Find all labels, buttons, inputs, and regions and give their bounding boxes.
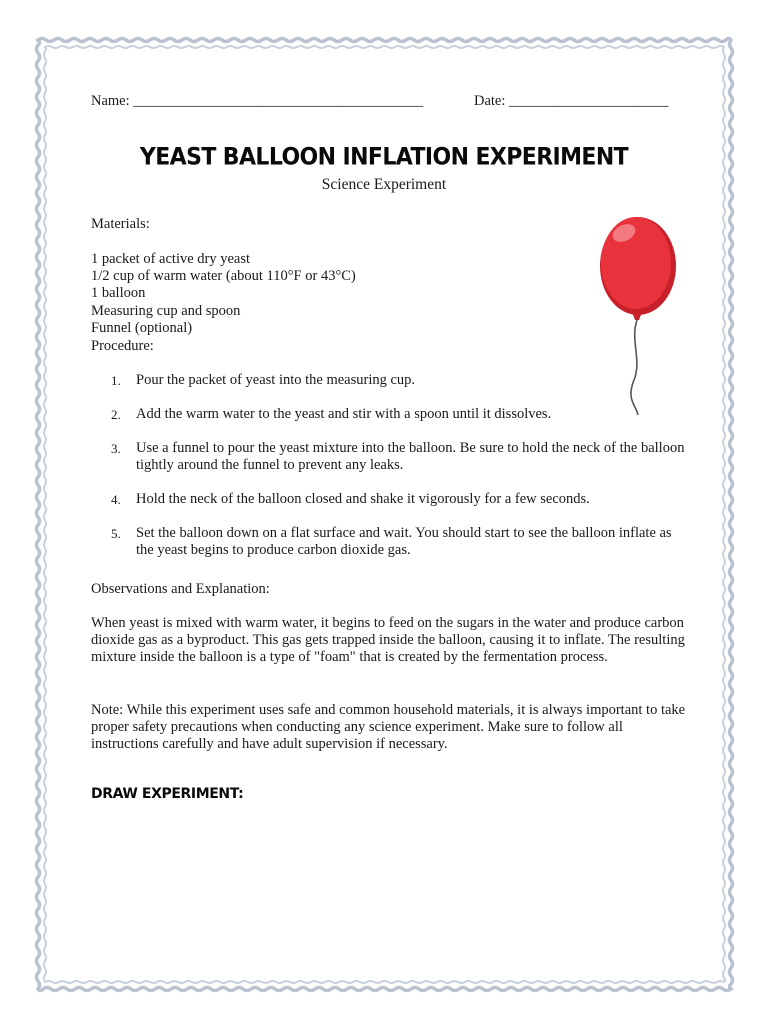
procedure-step bbox=[91, 440, 691, 474]
observations-heading: Observations and Explanation: bbox=[91, 581, 270, 597]
name-field: Name: ________________________________________ bbox=[91, 93, 424, 109]
balloon-body bbox=[601, 217, 671, 309]
page-title: YEAST BALLOON INFLATION EXPERIMENT bbox=[139, 144, 629, 171]
materials-list bbox=[91, 251, 356, 337]
step-text: Hold the neck of the balloon closed and shake it vigorously for a few seconds. bbox=[136, 490, 590, 507]
procedure-step bbox=[91, 491, 691, 508]
draw-experiment-heading: DRAW EXPERIMENT: bbox=[91, 786, 244, 802]
step-number: 2. bbox=[111, 406, 121, 422]
page-subtitle: Science Experiment bbox=[321, 176, 447, 193]
procedure-heading: Procedure: bbox=[91, 338, 154, 354]
explanation-paragraph: When yeast is mixed with warm water, it begins to feed on the sugars in the water and produce carbon dioxide gas as a byproduct. This gas gets trapped inside the balloon, causing it to inflate. The resulting mixture inside the balloon is a type of "foam" that is created by the fermentation process. bbox=[91, 615, 685, 666]
safety-note: Note: While this experiment uses safe and common household materials, it is always important to take proper safety precautions when conducting any science experiment. Make sure to follow all instructions carefully and have adult supervision if necessary. bbox=[91, 702, 686, 753]
material-item: 1/2 cup of warm water (about 110°F or 43°C) bbox=[91, 268, 356, 285]
date-field: Date: ______________________ bbox=[474, 93, 669, 109]
step-text: Set the balloon down on a flat surface and wait. You should start to see the balloon inflate as the yeast begins to produce carbon dioxide gas. bbox=[136, 524, 672, 558]
step-number: 1. bbox=[111, 373, 121, 388]
material-item: Funnel (optional) bbox=[91, 319, 193, 336]
red-balloon-icon bbox=[590, 210, 685, 420]
balloon-string bbox=[631, 320, 638, 415]
procedure-step bbox=[91, 525, 691, 559]
step-number: 3. bbox=[111, 440, 121, 456]
material-item: 1 balloon bbox=[91, 285, 146, 302]
balloon-knot bbox=[632, 312, 642, 320]
step-text: Use a funnel to pour the yeast mixture into the balloon. Be sure to hold the neck of the balloon tightly around the funnel to prevent any leaks. bbox=[136, 439, 685, 473]
materials-heading: Materials: bbox=[91, 216, 150, 232]
step-number: 4. bbox=[111, 491, 121, 507]
step-text: Pour the packet of yeast into the measuring cup. bbox=[136, 372, 416, 388]
material-item: Measuring cup and spoon bbox=[91, 302, 241, 319]
material-item: 1 packet of active dry yeast bbox=[91, 251, 251, 267]
step-number: 5. bbox=[111, 525, 121, 541]
step-text: Add the warm water to the yeast and stir with a spoon until it dissolves. bbox=[136, 405, 552, 422]
